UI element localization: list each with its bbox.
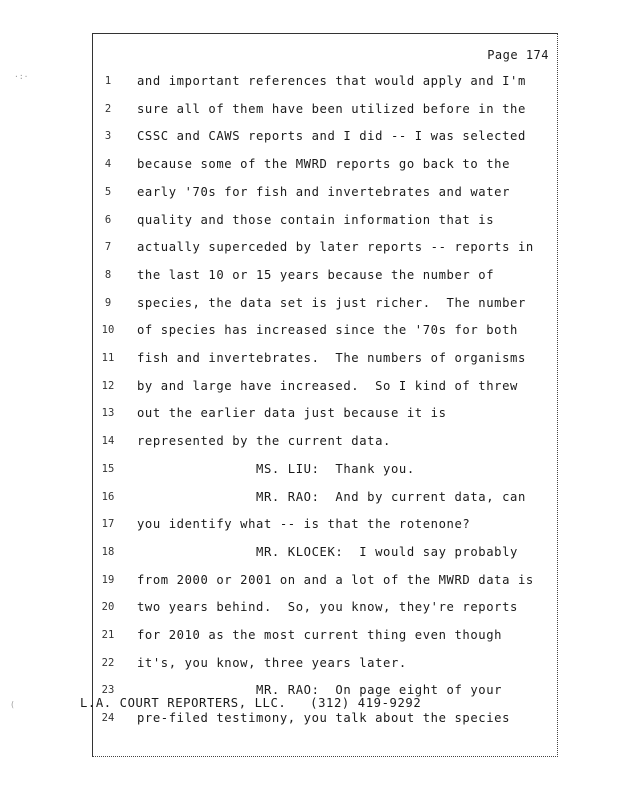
line-number: 14 bbox=[101, 435, 115, 448]
transcript-line: and important references that would apply and I'm bbox=[137, 74, 526, 88]
transcript-line: you identify what -- is that the rotenone? bbox=[137, 517, 471, 532]
line-number: 10 bbox=[101, 324, 115, 337]
transcript-line: actually superceded by later reports -- reports in bbox=[137, 240, 534, 255]
line-number: 7 bbox=[104, 241, 112, 254]
transcript-line: fish and invertebrates. The numbers of organisms bbox=[137, 351, 526, 365]
transcript-line: MR. RAO: On page eight of your bbox=[137, 683, 503, 698]
page-number: Page 174 bbox=[487, 48, 549, 62]
line-number: 21 bbox=[101, 629, 115, 641]
line-number: 3 bbox=[104, 130, 112, 143]
line-number: 24 bbox=[101, 712, 115, 725]
line-number: 23 bbox=[101, 684, 115, 697]
line-number: 1 bbox=[104, 75, 112, 87]
transcript-line: the last 10 or 15 years because the number of bbox=[137, 267, 495, 282]
transcript-line: from 2000 or 2001 on and a lot of the MWRD data is bbox=[137, 572, 534, 587]
line-number: 9 bbox=[104, 296, 112, 309]
line-number: 5 bbox=[104, 185, 112, 198]
footer-reporter: L.A. COURT REPORTERS, LLC. (312) 419-9292 bbox=[80, 696, 422, 710]
line-number: 12 bbox=[101, 379, 115, 392]
line-number: 8 bbox=[104, 268, 112, 281]
line-number: 16 bbox=[101, 490, 115, 503]
line-number: 2 bbox=[104, 102, 112, 115]
line-number: 6 bbox=[104, 213, 112, 226]
line-number: 17 bbox=[101, 518, 115, 531]
transcript-page bbox=[92, 33, 558, 757]
line-number: 4 bbox=[104, 158, 112, 171]
transcript-line: it's, you know, three years later. bbox=[137, 655, 407, 670]
line-number: 20 bbox=[101, 601, 115, 614]
line-number: 19 bbox=[101, 573, 115, 586]
transcript-line: because some of the MWRD reports go back to the bbox=[137, 157, 511, 172]
transcript-line: by and large have increased. So I kind of threw bbox=[137, 378, 518, 393]
transcript-line: of species has increased since the '70s for both bbox=[137, 323, 518, 338]
transcript-line: species, the data set is just richer. The number bbox=[137, 295, 526, 310]
transcript-line: MR. KLOCEK: I would say probably bbox=[137, 544, 518, 559]
line-number: 13 bbox=[101, 407, 115, 420]
line-number: 15 bbox=[101, 462, 115, 475]
line-number: 18 bbox=[101, 545, 115, 558]
transcript-line: out the earlier data just because it is bbox=[137, 406, 447, 421]
transcript-line: pre-filed testimony, you talk about the species bbox=[137, 711, 511, 726]
transcript-line: early '70s for fish and invertebrates and water bbox=[137, 184, 511, 199]
transcript-line: MR. RAO: And by current data, can bbox=[137, 489, 526, 504]
line-number: 11 bbox=[101, 352, 115, 364]
transcript-line: CSSC and CAWS reports and I did -- I was selected bbox=[137, 129, 526, 144]
transcript-line: MS. LIU: Thank you. bbox=[137, 461, 415, 476]
scan-speck: ( bbox=[10, 700, 15, 709]
line-number: 22 bbox=[101, 656, 115, 669]
transcript-line: for 2010 as the most current thing even though bbox=[137, 628, 503, 642]
transcript-line: represented by the current data. bbox=[137, 434, 391, 449]
scan-speck: ·:· bbox=[14, 72, 29, 81]
transcript-line: quality and those contain information that is bbox=[137, 212, 495, 227]
transcript-line: sure all of them have been utilized before in the bbox=[137, 101, 526, 116]
transcript-line: two years behind. So, you know, they're reports bbox=[137, 600, 518, 615]
